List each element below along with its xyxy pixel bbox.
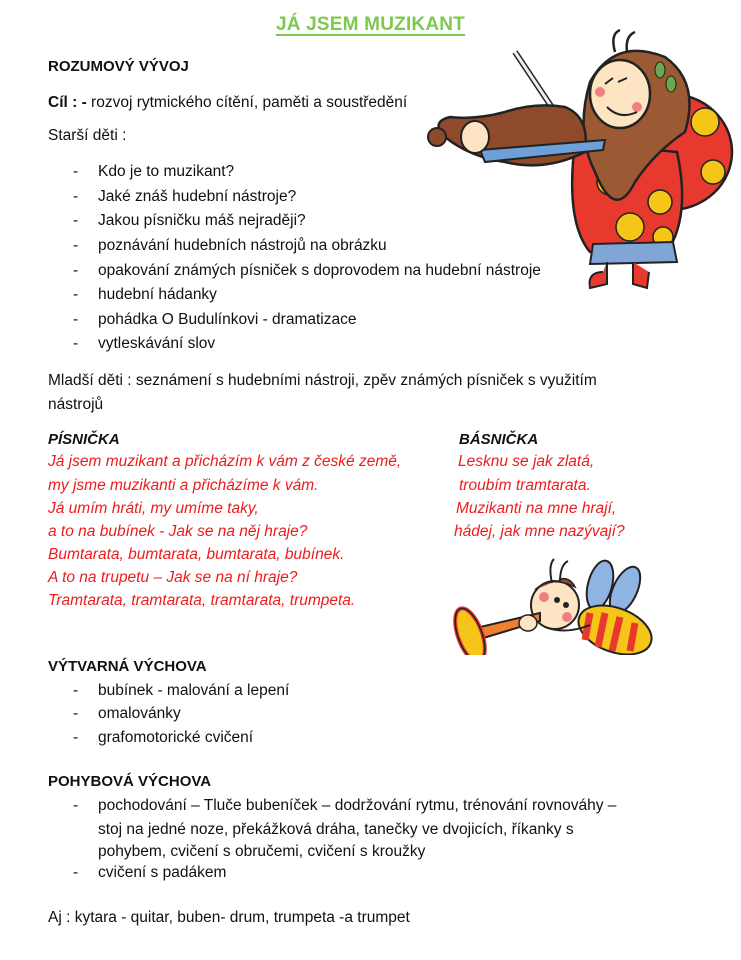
list-item-text: poznávání hudebních nástrojů na obrázku <box>98 237 387 254</box>
bullet-dash: - <box>73 311 79 328</box>
bullet-dash: - <box>73 682 79 699</box>
bullet-dash: - <box>73 163 79 180</box>
page-title-text: JÁ JSEM MUZIKANT <box>276 14 465 35</box>
song-line: Já jsem muzikant a přicházím k vám z české země, <box>48 453 402 470</box>
bullet-dash: - <box>73 262 79 279</box>
list-item-text: grafomotorické cvičení <box>98 729 254 746</box>
song-line: Bumtarata, bumtarata, bumtarata, bubínek. <box>48 546 345 563</box>
section-heading-pohybova: POHYBOVÁ VÝCHOVA <box>48 773 212 790</box>
bullet-dash: - <box>73 188 79 205</box>
bullet-dash: - <box>73 286 79 303</box>
older-children-label: Starší děti : <box>48 127 127 144</box>
poem-line: Muzikanti na mne hrají, <box>456 500 617 517</box>
bullet-dash: - <box>73 237 79 254</box>
goal-label: Cíl : - <box>48 94 87 111</box>
younger-children-line-1: Mladší děti : seznámení s hudebními nástroji, zpěv známých písniček s využitím <box>48 372 597 389</box>
bullet-dash: - <box>73 212 79 229</box>
list-item-continuation: pohybem, cvičení s obručemi, cvičení s kroužky <box>98 843 426 860</box>
poem-heading: BÁSNIČKA <box>459 431 539 448</box>
bullet-dash: - <box>73 705 79 722</box>
poem-line: troubím tramtarata. <box>459 477 591 494</box>
poem-line: hádej, jak mne nazývají? <box>454 523 625 540</box>
list-item-text: bubínek - malování a lepení <box>98 682 290 699</box>
goal-line <box>48 94 407 112</box>
bullet-dash: - <box>73 335 79 352</box>
song-line: A to na trupetu – Jak se na ní hraje? <box>48 569 298 586</box>
trumpet-bee-illustration <box>440 555 660 655</box>
song-line: a to na bubínek - Jak se na něj hraje? <box>48 523 308 540</box>
violin-girl-illustration <box>415 22 741 292</box>
list-item-text: hudební hádanky <box>98 286 217 303</box>
song-line: Tramtarata, tramtarata, tramtarata, trumpeta. <box>48 592 356 609</box>
song-line: Já umím hráti, my umíme taky, <box>48 500 259 517</box>
section-heading-vytvarna: VÝTVARNÁ VÝCHOVA <box>48 658 207 675</box>
younger-children-line-2: nástrojů <box>48 396 104 413</box>
list-item-continuation: stoj na jedné noze, překážková dráha, tanečky ve dvojicích, říkanky s <box>98 821 574 838</box>
list-item-text: Jakou písničku máš nejraději? <box>98 212 306 229</box>
poem-line: Lesknu se jak zlatá, <box>458 453 595 470</box>
list-item-text: omalovánky <box>98 705 181 722</box>
english-vocabulary: Aj : kytara - quitar, buben- drum, trumpeta -a trumpet <box>48 909 410 926</box>
list-item-text: Kdo je to muzikant? <box>98 163 235 180</box>
list-item-text: Jaké znáš hudební nástroje? <box>98 188 297 205</box>
bullet-dash: - <box>73 864 79 881</box>
song-line: my jsme muzikanti a přicházíme k vám. <box>48 477 319 494</box>
goal-text: rozvoj rytmického cítění, paměti a soustředění <box>86 94 408 111</box>
list-item-text: pochodování – Tluče bubeníček – dodržování rytmu, trénování rovnováhy – <box>98 797 617 814</box>
list-item-text: pohádka O Budulínkovi - dramatizace <box>98 311 357 328</box>
bullet-dash: - <box>73 729 79 746</box>
list-item-text: opakování známých písniček s doprovodem na hudební nástroje <box>98 262 541 279</box>
list-item-text: vytleskávání slov <box>98 335 216 352</box>
list-item-text: cvičení s padákem <box>98 864 227 881</box>
bullet-dash: - <box>73 797 79 814</box>
section-heading-rozumovy: ROZUMOVÝ VÝVOJ <box>48 58 189 75</box>
song-heading: PÍSNIČKA <box>48 431 120 448</box>
